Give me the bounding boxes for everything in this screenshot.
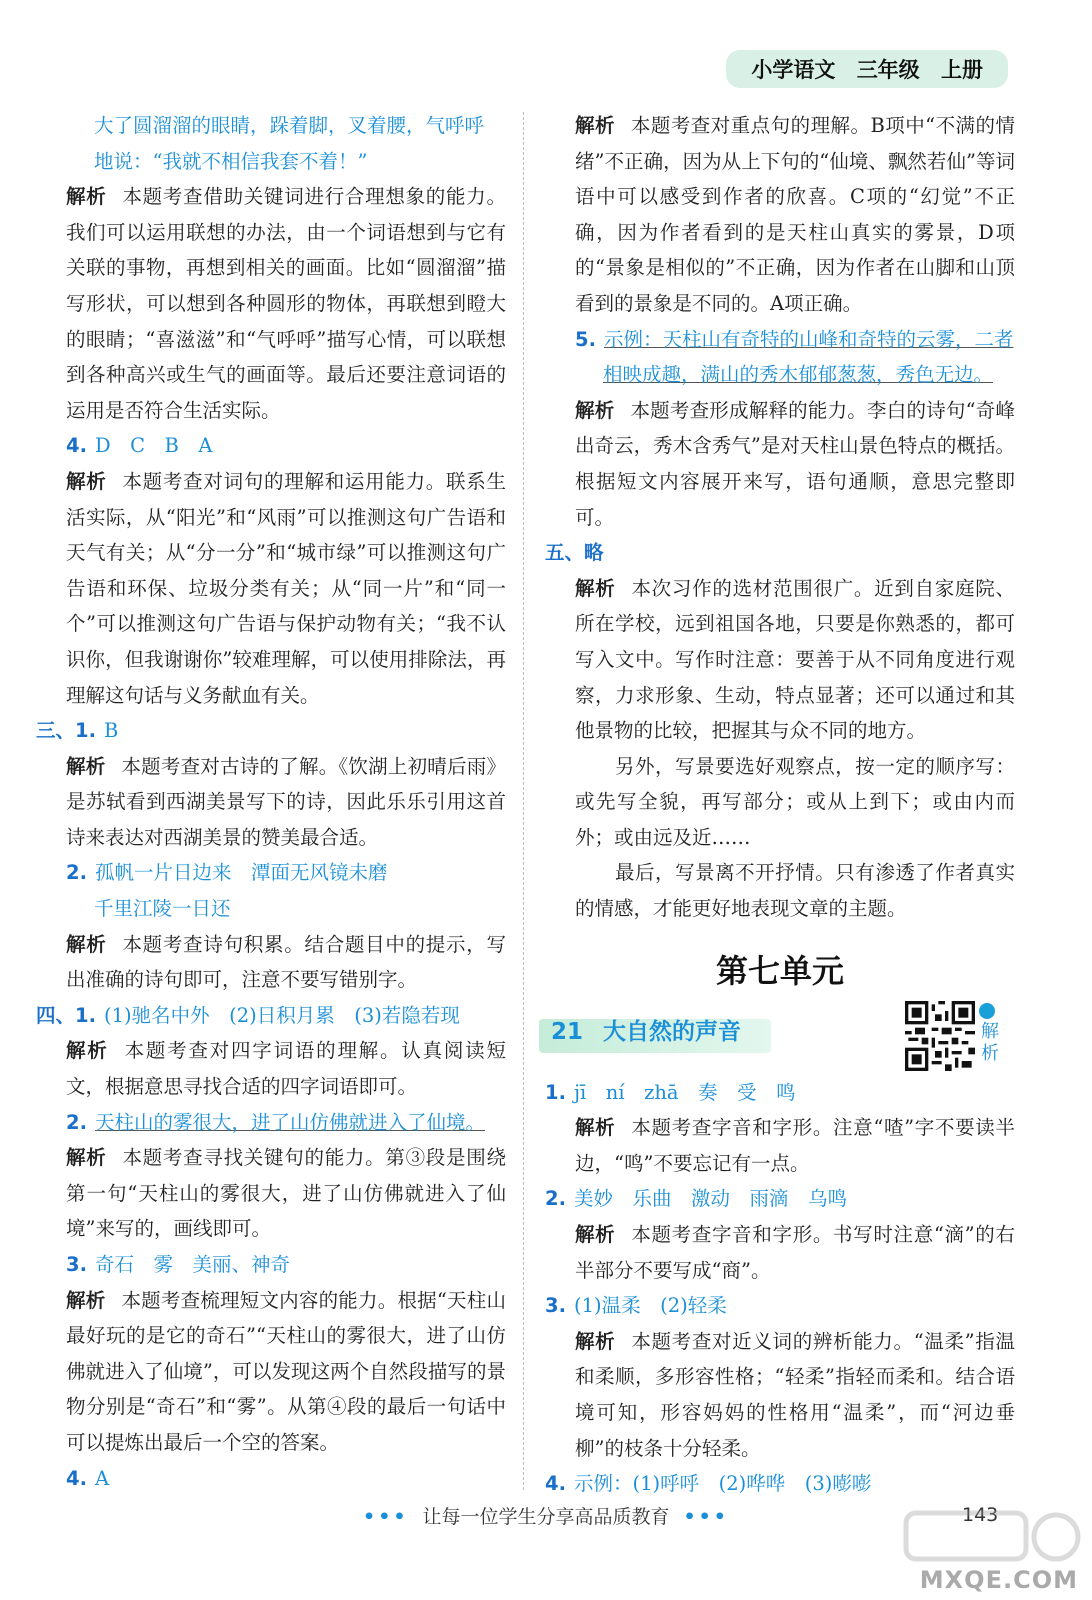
analysis-text: 本题考查诗句积累。结合题目中的提示，写出准确的诗句即可，注意不要写错别字。 [66, 932, 506, 992]
analysis-paragraph [36, 1033, 506, 1104]
analysis-text: 本题考查对近义词的辨析能力。“温柔”指温和柔顺，多形容性格；“轻柔”指轻而柔和。结合语境可知，形容妈妈的性格用“温柔”，而“河边垂柳”的枝条十分轻柔。 [575, 1329, 1015, 1460]
section-answer [545, 535, 1015, 571]
section-answer [36, 713, 506, 749]
subject-label: 小学语文 [751, 58, 836, 82]
analysis-tag: 解析 [575, 1329, 616, 1353]
question-answer [545, 1075, 1015, 1111]
question-number: 4. [545, 1472, 566, 1496]
question-number: 2. [66, 1110, 87, 1134]
lesson-header [545, 1009, 1015, 1075]
writing-tip-paragraph: 最后，写景离不开抒情。只有渗透了作者真实的情感，才能更好地表现文章的主题。 [575, 861, 1015, 921]
grade-label: 三年级 [856, 58, 920, 82]
question-number: 1. [545, 1080, 566, 1104]
analysis-paragraph [545, 571, 1015, 749]
section-number: 五、略 [545, 541, 604, 565]
analysis-text: 本题考查形成解释的能力。李白的诗句“奇峰出奇云，秀木含秀气”是对天柱山景色特点的概括。根据短文内容展开来写，语句通顺，意思完整即可。 [575, 398, 1015, 529]
analysis-tag: 解析 [66, 185, 107, 209]
question-answer [36, 1105, 506, 1141]
analysis-text: 本题考查寻找关键句的能力。第③段是围绕第一句“天柱山的雾很大，进了山仿佛就进入了仙境”来写的，画线即可。 [66, 1146, 506, 1241]
question-answer [545, 1466, 1015, 1502]
writing-tip-paragraph: 另外，写景要选好观察点，按一定的顺序写：或先写全貌，再写部分；或从上到下；或由内而外；或由远及近…… [575, 754, 1015, 849]
analysis-text: 本题考查对重点句的理解。B项中“不满的情绪”不正确，因为从上下句的“仙境、飘然若仙”等词语中可以感受到作者的欣喜。C项的“幻觉”不正确，因为作者看到的是天柱山真实的雾景，D项的“景象是相似的”不正确，因为作者在山脚和山顶看到的景象是不同的。A项正确。 [575, 114, 1015, 315]
section-number: 三、 [36, 719, 76, 743]
question-number: 2. [545, 1187, 566, 1211]
analysis-paragraph [545, 1324, 1015, 1466]
analysis-paragraph [545, 1110, 1015, 1181]
column-divider [523, 112, 524, 1490]
analysis-tag: 解析 [66, 1039, 109, 1063]
analysis-tag: 解析 [66, 1146, 107, 1170]
analysis-tag: 解析 [66, 1288, 106, 1312]
question-number: 3. [66, 1253, 87, 1276]
footer-dots-right: ••• [683, 1506, 729, 1528]
analysis-paragraph [545, 1217, 1015, 1288]
section-answer [36, 998, 506, 1034]
analysis-text: 本题考查字音和字形。书写时注意“滴”的右半部分不要写成“商”。 [575, 1223, 1015, 1282]
analysis-tag: 解析 [66, 932, 107, 956]
analysis-paragraph [545, 393, 1015, 535]
analysis-text: 本题考查梳理短文内容的能力。根据“天柱山最好玩的是它的奇石”“天柱山的雾很大，进了山仿佛就进入了仙境”，可以发现这两个自然段描写的景物分别是“奇石”和“雾”。从第④段的最后一句话中可以提炼出最后一个空的答案。 [66, 1288, 506, 1454]
question-number: 3. [545, 1294, 566, 1318]
answer-line: 地说：“我就不相信我套不着！” [94, 149, 368, 173]
lesson-title: 大自然的声音 [603, 1018, 741, 1045]
lesson-number: 21 [551, 1018, 584, 1045]
analysis-paragraph [545, 108, 1015, 322]
answer-text: B [104, 719, 119, 743]
analysis-text: 本题考查对词句的理解和运用能力。联系生活实际，从“阳光”和“风雨”可以推测这句广告语和天气有关；从“分一分”和“城市绿”可以推测这句广告语和环保、垃圾分类有关；从“同一片”和“同一个”可以推测这句广告语与保护动物有关；“我不认识你，但我谢谢你”较难理解，可以使用排除法，再理解这句话与义务献血有关。 [66, 469, 506, 707]
question-number: 2. [66, 861, 87, 885]
answer-line: 大了圆溜溜的眼睛，跺着脚，叉着腰，气呼呼 [94, 114, 485, 137]
analysis-tag: 解析 [575, 1223, 616, 1247]
left-column [36, 108, 506, 1496]
analysis-paragraph [36, 1140, 506, 1247]
page-number: 143 [962, 1504, 999, 1526]
analysis-tag: 解析 [575, 114, 615, 137]
play-icon[interactable] [979, 1003, 995, 1019]
answer-text: 示例：天柱山有奇特的山峰和奇特的云雾，二者 [603, 327, 1014, 351]
analysis-tag: 解析 [66, 754, 106, 778]
answer-text: 奇石 雾 美丽、神奇 [94, 1253, 290, 1276]
analysis-text: 本题考查对四字词语的理解。认真阅读短文，根据意思寻找合适的四字词语即可。 [66, 1039, 506, 1099]
answer-line: 千里江陵一日还 [94, 897, 231, 921]
analysis-paragraph [36, 927, 506, 998]
analysis-paragraph [36, 1283, 506, 1461]
question-number: 4. [66, 1466, 87, 1490]
analysis-tag: 解析 [66, 469, 107, 493]
question-answer [545, 322, 1015, 358]
header-subject-tag [726, 50, 1008, 88]
answer-text: D C B A [94, 434, 213, 458]
analysis-text: 本题考查字音和字形。注意“喳”字不要读半边，“鸣”不要忘记有一点。 [575, 1116, 1015, 1175]
right-column [545, 108, 1015, 1502]
analysis-paragraph [36, 464, 506, 713]
analysis-paragraph [36, 179, 506, 428]
qr-code-icon[interactable] [905, 1001, 975, 1071]
analysis-text: 本题考查借助关键词进行合理想象的能力。我们可以运用联想的办法，由一个词语想到与它有关联的事物，再想到相关的画面。比如“圆溜溜”描写形状，可以想到各种圆形的物体，再联想到瞪大的眼睛；“喜滋滋”和“气呼呼”描写心情，可以联想到各种高兴或生气的画面等。最后还要注意词语的运用是否符合生活实际。 [66, 185, 506, 422]
footer-slogan: 让每一位学生分享高品质教育 [422, 1506, 670, 1528]
answer-text: 孤帆一片日边来 潭面无风镜未磨 [94, 861, 388, 885]
question-number: 1. [75, 1003, 96, 1027]
answer-text: (1)驰名中外 (2)日积月累 (3)若隐若现 [104, 1003, 460, 1027]
answer-text: A [94, 1466, 110, 1490]
question-number: 1. [75, 719, 96, 743]
question-answer [545, 1288, 1015, 1324]
analysis-paragraph [36, 749, 506, 856]
section-number: 四、 [36, 1003, 76, 1027]
analysis-tag: 解析 [575, 576, 616, 600]
answer-text: 天柱山的雾很大，进了山仿佛就进入了仙境。 [94, 1110, 485, 1134]
question-answer [545, 1181, 1015, 1217]
question-answer [36, 1461, 506, 1497]
answer-text: (1)温柔 (2)轻柔 [573, 1294, 727, 1318]
analysis-tag: 解析 [575, 398, 615, 422]
answer-text: 美妙 乐曲 激动 雨滴 乌鸣 [573, 1187, 847, 1211]
analysis-text: 本题考查对古诗的了解。《饮湖上初晴后雨》是苏轼看到西湖美景写下的诗，因此乐乐引用这首诗来表达对西湖美景的赞美最合适。 [66, 754, 506, 849]
question-answer [36, 855, 506, 891]
answer-text: 示例：(1)呼呼 (2)哗哗 (3)嘭嘭 [573, 1472, 872, 1496]
volume-label: 上册 [941, 58, 983, 82]
analysis-text: 本次习作的选材范围很广。近到自家庭院、所在学校，远到祖国各地，只要是你熟悉的，都可写入文中。写作时注意：要善于从不同角度进行观察，力求形象、生动，特点显著；还可以通过和其他景物的比较，把握其与众不同的地方。 [575, 576, 1015, 743]
question-number: 4. [66, 434, 87, 458]
watermark-site: MXQE.COM [919, 1566, 1078, 1594]
question-number: 5. [575, 327, 596, 351]
question-answer [36, 1247, 506, 1283]
footer-dots-left: ••• [363, 1506, 409, 1528]
answer-text: jī ní zhā 奏 受 鸣 [573, 1080, 796, 1104]
qr-analysis-label: 解析 [981, 1020, 999, 1064]
unit-title: 第七单元 [715, 951, 844, 990]
question-answer [36, 428, 506, 464]
answer-line: 相映成趣，满山的秀木郁郁葱葱，秀色无边。 [603, 363, 994, 387]
analysis-tag: 解析 [575, 1116, 616, 1140]
